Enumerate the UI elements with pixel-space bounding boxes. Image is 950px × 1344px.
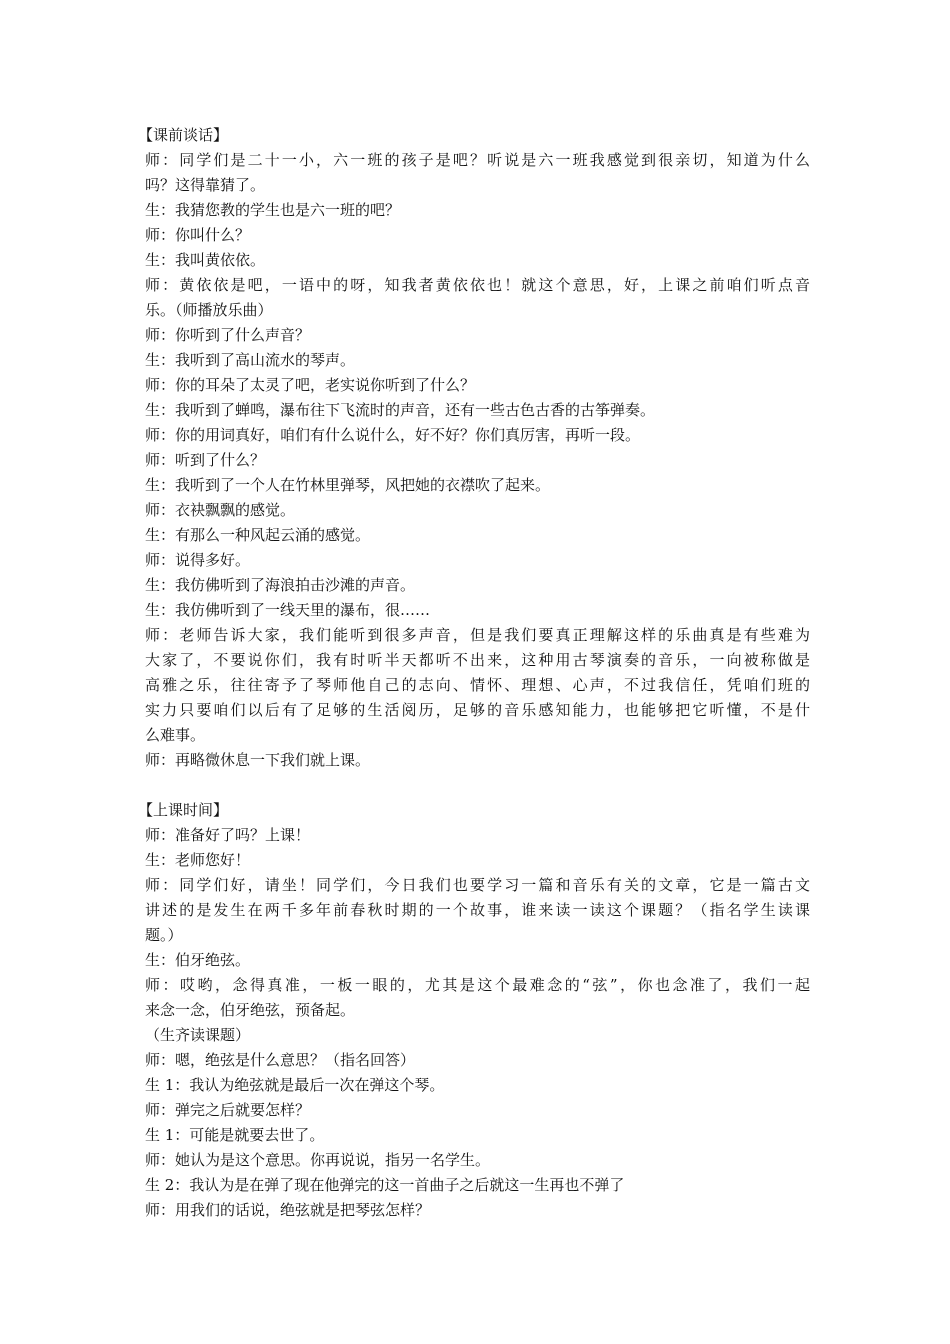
text-line: 实力只要咱们以后有了足够的生活阅历，足够的音乐感知能力，也能够把它听懂，不是什 <box>145 701 810 719</box>
text-line: 师：黄依依是吧，一语中的呀，知我者黄依依也！就这个意思，好，上课之前咱们听点音 <box>145 276 810 294</box>
text-line: 师：衣袂飘飘的感觉。 <box>145 501 296 519</box>
text-line: 师：听到了什么？ <box>145 451 266 469</box>
text-line: 生：我猜您教的学生也是六一班的吧？ <box>145 201 401 219</box>
text-line: （生齐读课题） <box>145 1026 251 1044</box>
text-line: 生：老师您好！ <box>145 851 251 869</box>
text-line: 师：你的用词真好，咱们有什么说什么，好不好？你们真厉害，再听一段。 <box>145 426 641 444</box>
text-line: 高雅之乐，往往寄予了琴师他自己的志向、情怀、理想、心声，不过我信任，凭咱们班的 <box>145 676 810 694</box>
text-line: 师：弹完之后就要怎样？ <box>145 1101 311 1119</box>
text-line: 师：用我们的话说，绝弦就是把琴弦怎样？ <box>145 1201 431 1219</box>
text-line: 师：准备好了吗？上课！ <box>145 826 311 844</box>
text-line: 生：我叫黄依依。 <box>145 251 266 269</box>
text-line: 师：你叫什么？ <box>145 226 251 244</box>
text-line: 题。） <box>145 926 183 944</box>
text-line: 师：老师告诉大家，我们能听到很多声音，但是我们要真正理解这样的乐曲真是有些难为 <box>145 626 810 644</box>
text-line: 师：说得多好。 <box>145 551 251 569</box>
text-line: 大家了，不要说你们，我有时听半天都听不出来，这种用古琴演奏的音乐，一向被称做是 <box>145 651 810 669</box>
text-line: 师：你的耳朵了太灵了吧，老实说你听到了什么？ <box>145 376 476 394</box>
text-line: 师：嗯，绝弦是什么意思？（指名回答） <box>145 1051 416 1069</box>
text-line: 吗？这得靠猜了。 <box>145 176 266 194</box>
section-spacer <box>145 773 810 798</box>
text-line: 讲述的是发生在两千多年前春秋时期的一个故事，谁来读一读这个课题？（指名学生读课 <box>145 901 810 919</box>
text-line: 生：有那么一种风起云涌的感觉。 <box>145 526 371 544</box>
text-line: 生：我听到了蝉鸣，瀑布往下飞流时的声音，还有一些古色古香的古筝弹奏。 <box>145 401 656 419</box>
text-line: 生：我仿佛听到了海浪拍击沙滩的声音。 <box>145 576 416 594</box>
text-line: 师：同学们好，请坐！同学们，今日我们也要学习一篇和音乐有关的文章，它是一篇古文 <box>145 876 810 894</box>
text-line: 生：我仿佛听到了一线天里的瀑布，很…… <box>145 601 431 619</box>
text-line: 生：我听到了一个人在竹林里弹琴，风把她的衣襟吹了起来。 <box>145 476 551 494</box>
text-line: 师：她认为是这个意思。你再说说，指另一名学生。 <box>145 1151 491 1169</box>
text-line: 生 2：我认为是在弹了现在他弹完的这一首曲子之后就这一生再也不弹了 <box>145 1176 625 1194</box>
text-line: 乐。（师播放乐曲） <box>145 301 273 319</box>
text-line: 生：我听到了高山流水的琴声。 <box>145 351 356 369</box>
text-line: 师：再略微休息一下我们就上课。 <box>145 751 371 769</box>
text-line: 生：伯牙绝弦。 <box>145 951 251 969</box>
document-page <box>138 123 810 1223</box>
text-line: 师：哎哟，念得真准，一板一眼的，尤其是这个最难念的“弦”，你也念准了，我们一起 <box>145 976 810 994</box>
text-line: 生 1：可能是就要去世了。 <box>145 1126 325 1144</box>
text-line: 么难事。 <box>145 726 206 744</box>
section-heading-class-time: 【上课时间】 <box>138 801 229 819</box>
text-line: 师：同学们是二十一小，六一班的孩子是吧？听说是六一班我感觉到很亲切，知道为什么 <box>145 151 810 169</box>
text-line: 生 1：我认为绝弦就是最后一次在弹这个琴。 <box>145 1076 445 1094</box>
text-line: 师：你听到了什么声音？ <box>145 326 311 344</box>
section-heading-pre-class-talk: 【课前谈话】 <box>138 126 229 144</box>
text-line: 来念一念，伯牙绝弦，预备起。 <box>145 1001 356 1019</box>
